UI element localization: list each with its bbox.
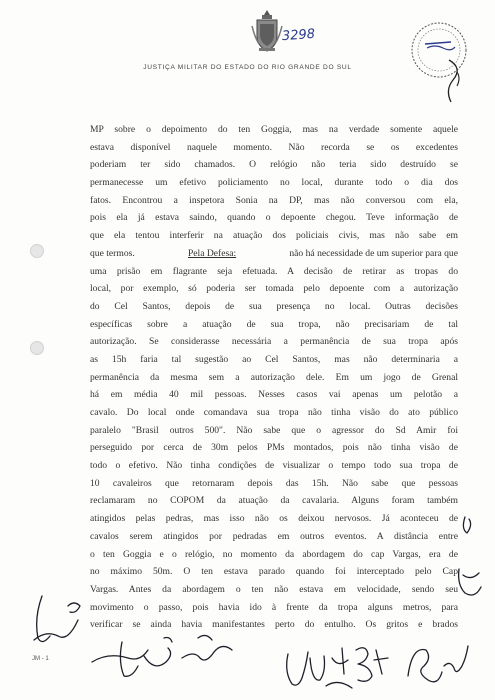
text-line: o ten Goggia e o relógio, no momento da abordagem do cap Vargas, era de [90, 548, 458, 560]
coat-of-arms-icon [250, 8, 284, 54]
text-line: as 15h faria tal sugestão ao Cel Santos, mas não determinaria a [90, 353, 458, 365]
text-line: uma prisão em flagrante seja efetuada. A decisão de retirar as tropas do [90, 265, 458, 277]
signature-icon [402, 636, 472, 692]
text-line: cavalo. Do local onde comandava sua tropa não tinha visão do ato público [90, 407, 458, 418]
text-line: local, por exemplo, só poderia ser tomada pelo depoente com a autorização [90, 283, 458, 295]
testimony-text [90, 121, 458, 634]
text-fragment: que termos. [90, 247, 135, 259]
left-margin-signature-icon [28, 590, 88, 650]
text-line: verificar se ainda havia manifestantes perto do entulho. Os gritos e brados [90, 619, 458, 631]
text-line: reclamaram no COPOM da atuação da cavalaria. Alguns foram também [90, 495, 458, 507]
text-line: autorização. Se considerasse necessária a permanência de sua tropa após [90, 336, 458, 348]
institution-header: JUSTIÇA MILITAR DO ESTADO DO RIO GRANDE DO SUL [143, 64, 352, 71]
page-label: JM - 1 [32, 656, 49, 662]
text-line: atingidos pelas pedras, mas isso não os deixou nervosos. Já aconteceu de [90, 513, 458, 525]
text-line: do Cel Santos, depois de sua presença no local. Outras decisões [90, 300, 458, 312]
signature-icon [88, 632, 178, 682]
text-line: permanência da mesma sem a autorização dele. Em um jogo de Grenal [90, 371, 458, 383]
margin-initials-signature-icon [455, 515, 485, 615]
text-line: no máximo 50m. O ten estava parado quando foi interceptado pelo Cap [90, 566, 458, 578]
handwritten-page-number: 3298 [281, 26, 316, 45]
text-line: específicas sobre a atuação de sua tropa, não precisariam de tal [90, 318, 458, 330]
text-line: 10 cavaleiros que retornaram depois das 15h. Não sabe que pessoas [90, 477, 458, 489]
signature-icon [178, 628, 238, 668]
text-line: Vargas. Antes da abordagem o ten não estava em velocidade, sendo seu [90, 583, 458, 595]
text-line: perseguido por cerca de 30m pelos PMs montados, pois não tinha visão de [90, 442, 458, 454]
text-line: que ela tentou interferir na atuação dos policiais civis, mas não sabe em [90, 230, 458, 242]
text-line: permanecesse um efetivo policiamento no local, durante todo o dia dos [90, 177, 458, 189]
text-line-with-underline [90, 245, 458, 263]
text-line: todo o efetivo. Não tinha condições de visualizar o tempo todo sua tropa de [90, 460, 458, 472]
punch-hole [30, 341, 44, 355]
text-fragment: não há necessidade de um superior para que [289, 247, 458, 259]
text-line: poderiam ter sido chamados. O relógio não teria sido destruído se [90, 159, 458, 171]
text-line: movimento o passo, pois havia ido à frente da tropa alguns metros, para [90, 601, 458, 613]
punch-hole [30, 244, 44, 258]
archive-stamp-icon [405, 20, 475, 108]
signature-icon [282, 638, 392, 694]
text-line: fatos. Encontrou a inspetora Sonia na DP, mas não conversou com ela, [90, 194, 458, 206]
underlined-phrase: Pela Defesa: [187, 247, 237, 259]
text-line: há em média 40 mil pessoas. Nesses casos vai apenas um pelotão a [90, 389, 458, 401]
text-line: paralelo "Brasil outros 500". Não sabe que o agressor do Sd Amir foi [90, 424, 458, 436]
text-line: pois ela já estava saindo, quando o depoente chegou. Teve informação de [90, 212, 458, 224]
text-line: estava disponível naquele momento. Não recorda se os excedentes [90, 141, 458, 153]
text-line: cavalos serem atingidos por pedradas em outros eventos. A distância entre [90, 530, 458, 542]
text-line: MP sobre o depoimento do ten Goggia, mas na verdade somente aquele [90, 124, 458, 135]
